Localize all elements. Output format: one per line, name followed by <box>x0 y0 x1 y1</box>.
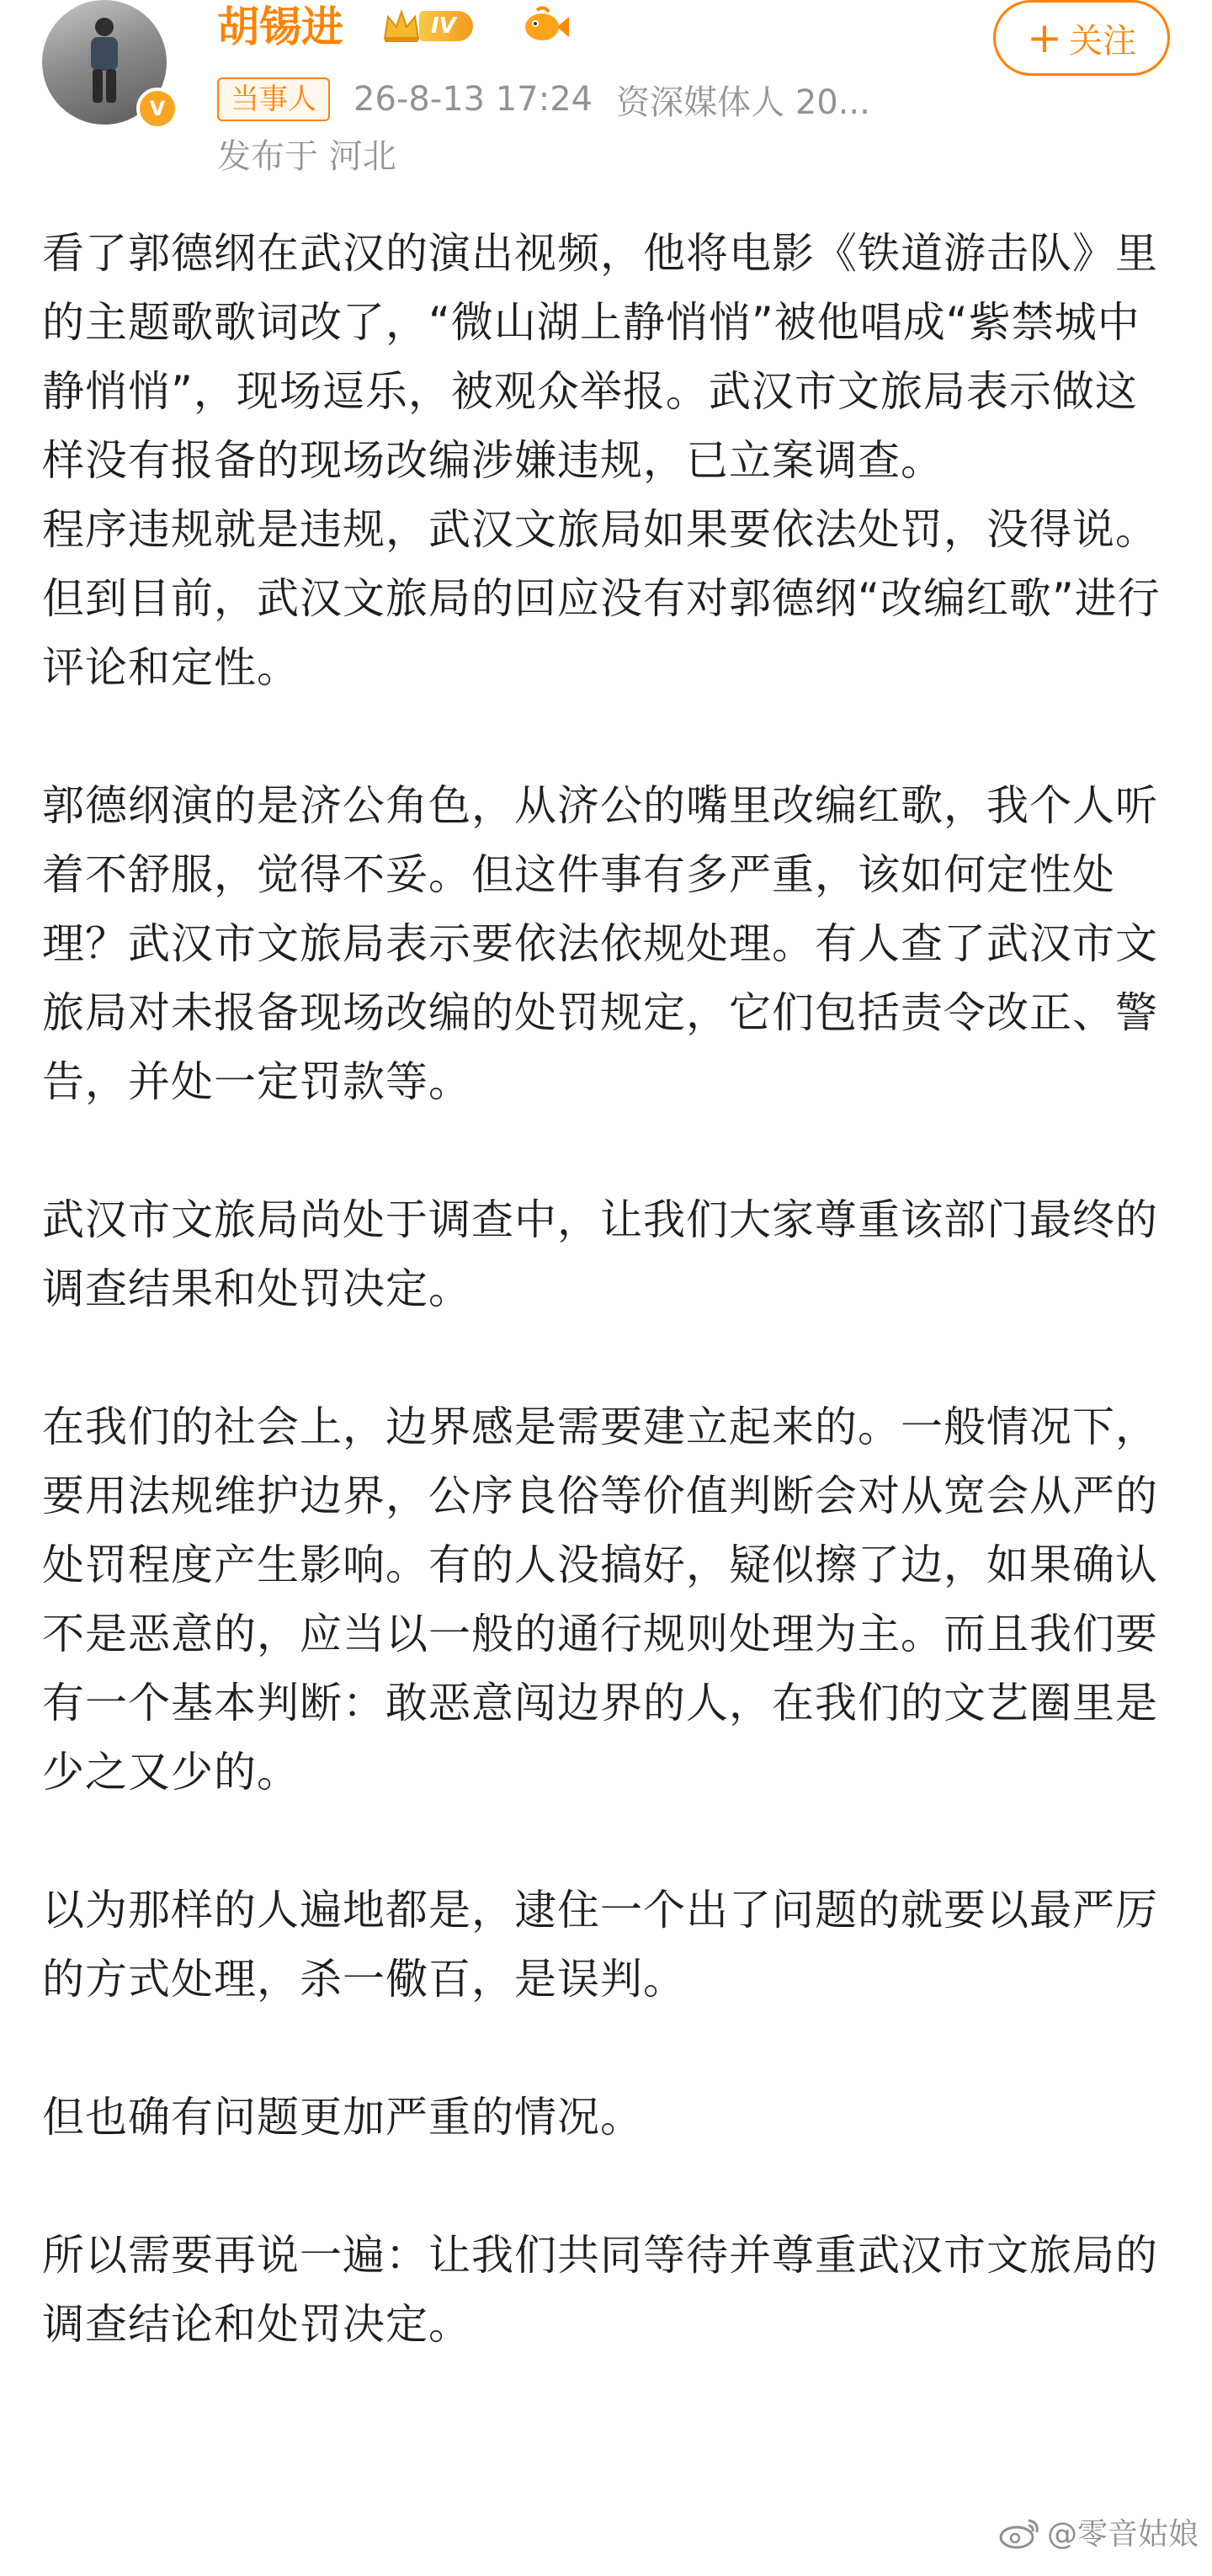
follow-button[interactable] <box>993 0 1170 76</box>
crown-icon <box>380 7 423 45</box>
watermark <box>998 2510 1199 2553</box>
post-body <box>42 219 1178 2359</box>
plus-icon: + <box>1027 13 1062 62</box>
post-paragraph: 但也确有问题更加严重的情况。 <box>42 2093 643 2142</box>
weibo-logo-icon <box>998 2515 1042 2549</box>
post-paragraph: 郭德纲演的是济公角色，从济公的嘴里改编红歌，我个人听着不舒服，觉得不妥。但这件事有多严重，该如何定性处理？武汉市文旅局表示要依法依规处理。有人查了武汉市文旅局对未报备现场改编的处罚规定，它们包括责令改正、警告，并处一定罚款等。 <box>42 781 1158 1106</box>
post-paragraph: 看了郭德纲在武汉的演出视频，他将电影《铁道游击队》里的主题歌歌词改了，“微山湖上静悄悄”被他唱成“紫禁城中静悄悄”，现场逗乐，被观众举报。武汉市文旅局表示做这样没有报备的现场改编涉嫌违规，已立案调查。 <box>42 229 1158 485</box>
post-meta <box>217 76 870 123</box>
person-silhouette-icon <box>79 15 130 108</box>
paragraph-spacer <box>42 702 1178 771</box>
paragraph-spacer <box>42 1116 1178 1185</box>
post-paragraph: 武汉市文旅局尚处于调查中，让我们大家尊重该部门最终的调查结果和处罚决定。 <box>42 1195 1158 1313</box>
verified-v-icon: V <box>136 88 178 130</box>
post-paragraph: 程序违规就是违规，武汉文旅局如果要依法处罚，没得说。但到目前，武汉文旅局的回应没有对郭德纲“改编红歌”进行评论和定性。 <box>42 505 1161 692</box>
paragraph-spacer <box>42 2014 1178 2083</box>
paragraph-spacer <box>42 1323 1178 1392</box>
level-text: IV <box>419 11 473 41</box>
follow-label: 关注 <box>1068 21 1136 61</box>
level-badge <box>380 7 473 45</box>
paragraph-spacer <box>42 1807 1178 1876</box>
author-description: 资深媒体人 20... <box>616 82 870 122</box>
post-paragraph: 在我们的社会上，边界感是需要建立起来的。一般情况下，要用法规维护边界，公序良俗等价值判断会对从宽会从严的处罚程度产生影响。有的人没搞好，疑似擦了边，如果确认不是恶意的，应当以一般的通行规则处理为主。而且我们要有一个基本判断：敢恶意闯边界的人，在我们的文艺圈里是少之又少的。 <box>42 1402 1158 1796</box>
author-avatar[interactable] <box>42 0 175 125</box>
role-badge: 当事人 <box>217 77 330 121</box>
post-paragraph: 以为那样的人遍地都是，逮住一个出了问题的就要以最严厉的方式处理，杀一儆百，是误判。 <box>42 1886 1158 2004</box>
post-paragraph: 所以需要再说一遍：让我们共同等待并尊重武汉市文旅局的调查结论和处罚决定。 <box>42 2231 1158 2349</box>
post-location: 发布于 河北 <box>217 137 396 176</box>
author-name[interactable]: 胡锡进 <box>217 3 343 51</box>
post-time: 26-8-13 17:24 <box>354 80 593 119</box>
watermark-text: @零音姑娘 <box>1047 2517 1199 2552</box>
paragraph-spacer <box>42 2152 1178 2221</box>
fish-emoji-icon <box>520 3 571 47</box>
